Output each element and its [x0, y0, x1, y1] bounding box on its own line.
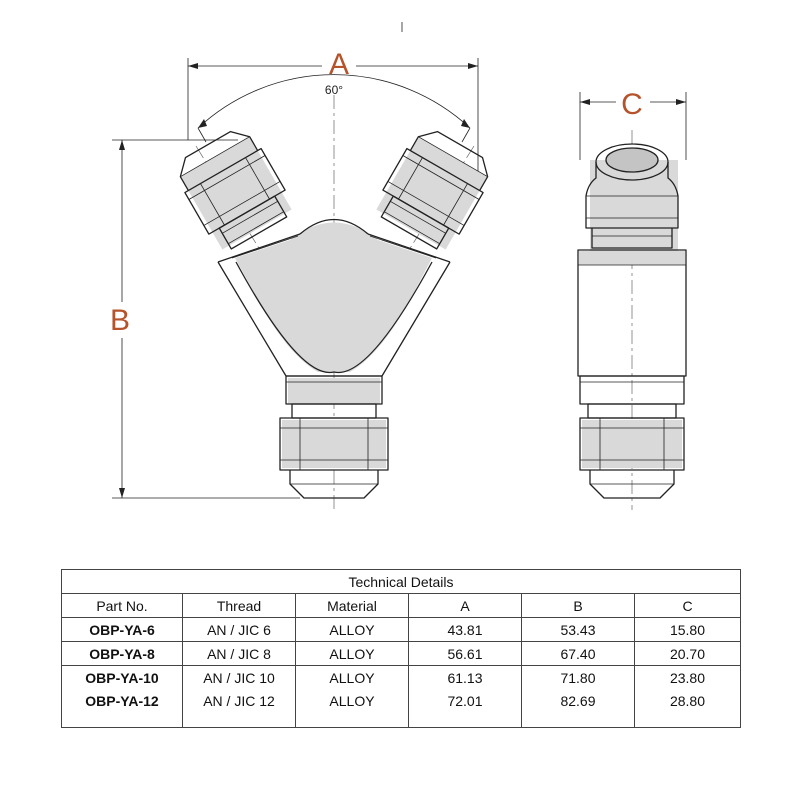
col-header-part-no: Part No. — [62, 594, 183, 618]
right-branch-fitting — [371, 123, 498, 255]
table-row — [62, 666, 741, 690]
table-caption: Technical Details — [62, 570, 741, 594]
thread-cell: AN / JIC 12 — [183, 689, 296, 728]
dim-c-cell: 28.80 — [635, 689, 741, 728]
dim-a-cell: 72.01 — [409, 689, 522, 728]
dimension-c-label: C — [621, 88, 643, 121]
col-header-a: A — [409, 594, 522, 618]
thread-cell: AN / JIC 8 — [183, 642, 296, 666]
dim-b-cell: 82.69 — [522, 689, 635, 728]
table-row — [62, 689, 741, 728]
part-number-cell: OBP-YA-10 — [62, 666, 183, 690]
dim-c-cell: 23.80 — [635, 666, 741, 690]
dim-a-cell: 43.81 — [409, 618, 522, 642]
angle-label: 60° — [324, 83, 344, 97]
material-cell: ALLOY — [296, 618, 409, 642]
thread-cell: AN / JIC 10 — [183, 666, 296, 690]
part-number-cell: OBP-YA-12 — [62, 689, 183, 728]
side-view — [578, 88, 686, 510]
dim-b-cell: 67.40 — [522, 642, 635, 666]
left-branch-fitting — [170, 123, 297, 255]
thread-cell: AN / JIC 6 — [183, 618, 296, 642]
col-header-material: Material — [296, 594, 409, 618]
table-row — [62, 618, 741, 642]
dim-b-cell: 71.80 — [522, 666, 635, 690]
dimension-a-label: A — [328, 48, 350, 81]
col-header-c: C — [635, 594, 741, 618]
technical-details-table — [61, 569, 741, 728]
col-header-thread: Thread — [183, 594, 296, 618]
material-cell: ALLOY — [296, 689, 409, 728]
dim-b-cell: 53.43 — [522, 618, 635, 642]
material-cell: ALLOY — [296, 642, 409, 666]
col-header-b: B — [522, 594, 635, 618]
dimension-b-label: B — [109, 304, 131, 337]
dim-c-cell: 15.80 — [635, 618, 741, 642]
part-number-cell: OBP-YA-6 — [62, 618, 183, 642]
part-number-cell: OBP-YA-8 — [62, 642, 183, 666]
material-cell: ALLOY — [296, 666, 409, 690]
dim-a-cell: 56.61 — [409, 642, 522, 666]
dim-c-cell: 20.70 — [635, 642, 741, 666]
table-row — [62, 642, 741, 666]
y-body — [218, 220, 450, 377]
front-view — [104, 48, 498, 510]
dim-a-cell: 61.13 — [409, 666, 522, 690]
